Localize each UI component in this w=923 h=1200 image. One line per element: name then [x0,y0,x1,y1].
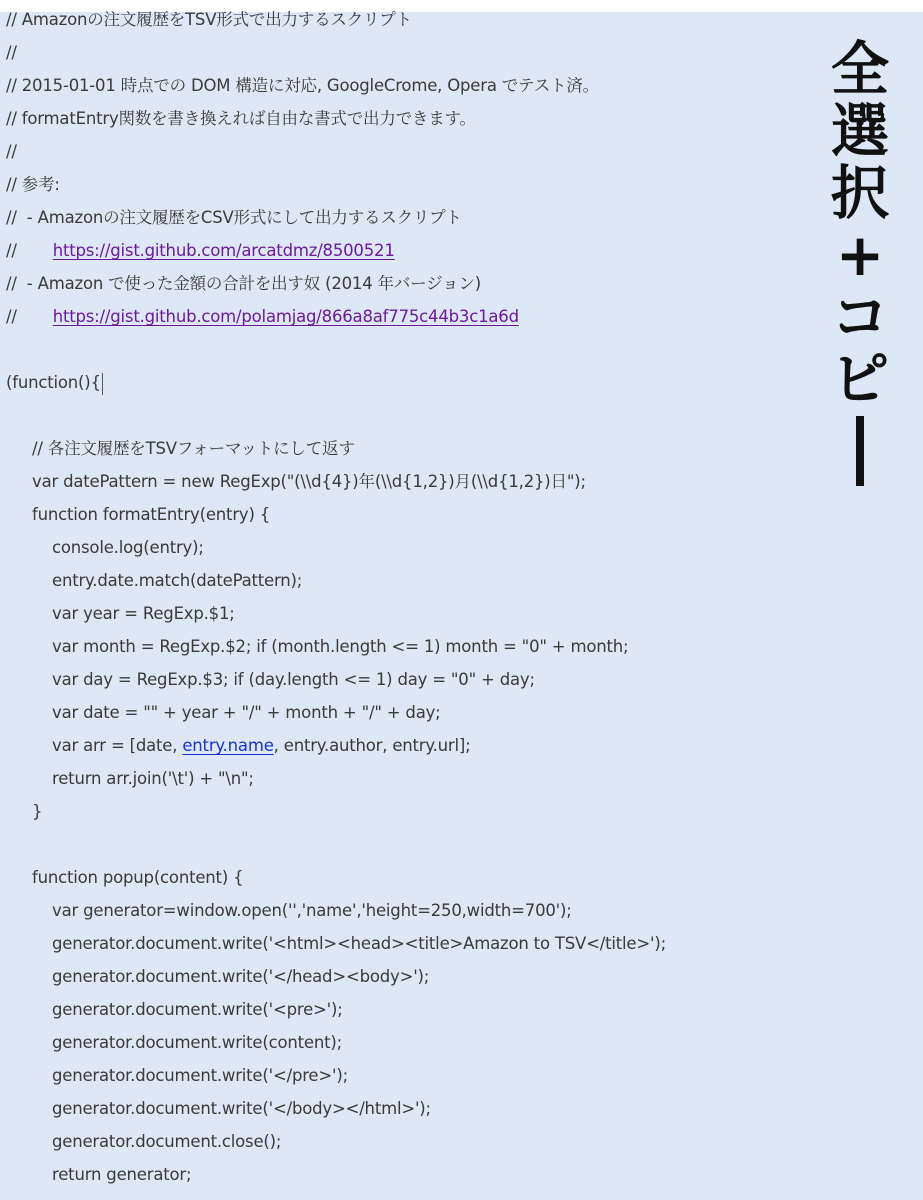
code-line: generator.document.write('</pre>'); [52,1066,348,1085]
code-line: // - Amazon で使った金額の合計を出す奴 (2014 年バージョン) [6,274,481,293]
code-line: entry.date.match(datePattern); [52,571,303,590]
code-line: // [6,142,17,161]
code-line: generator.document.write(content); [52,1033,342,1052]
code-line: var date = "" + year + "/" + month + "/" + day; [52,703,441,722]
code-line: function formatEntry(entry) { [32,505,271,524]
code-line: // 2015-01-01 時点での DOM 構造に対応, GoogleCrome, Opera でテスト済。 [6,76,599,95]
code-line: return generator; [52,1165,192,1184]
code-line: var year = RegExp.$1; [52,604,235,623]
code-line: var month = RegExp.$2; if (month.length <= 1) month = "0" + month; [52,637,629,656]
code-line: generator.document.write('</body></html>'); [52,1099,431,1118]
code-line: // Amazonの注文履歴をTSV形式で出力するスクリプト [6,10,412,29]
code-line: // 各注文履歴をTSVフォーマットにして返す [32,439,355,458]
entry-name-link[interactable]: entry.name [182,736,274,755]
comment-prefix: // [6,307,17,326]
code-line-with-link [6,301,519,333]
code-line-with-link [52,730,470,762]
label-char: 選 [830,97,889,165]
select-all-copy-label [820,35,900,486]
code-line: var datePattern = new RegExp("(\\d{4})年(\\d{1,2})月(\\d{1,2})日"); [32,472,586,491]
code-line: // [6,43,17,62]
gist-link-polamjag[interactable]: https://gist.github.com/polamjag/866a8af775c44b3c1a6d [52,307,519,326]
label-char: ピ [830,345,889,413]
code-text: var arr = [date, [52,736,183,755]
code-line-with-link [6,235,395,267]
code-line: return arr.join('\t') + "\n"; [52,769,254,788]
comment-prefix: // [6,241,17,260]
long-vowel-bar [856,416,864,486]
label-char: コ [830,283,889,351]
code-line: generator.document.write('<pre>'); [52,1000,343,1019]
code-line: generator.document.close(); [52,1132,282,1151]
code-line: function popup(content) { [32,868,244,887]
code-line: generator.document.write('<html><head><title>Amazon to TSV</title>'); [52,934,666,953]
gist-link-arcatdmz[interactable]: https://gist.github.com/arcatdmz/8500521 [52,241,395,260]
code-text: (function(){ [6,373,101,392]
label-char: 択 [830,159,889,227]
code-line: var day = RegExp.$3; if (day.length <= 1) day = "0" + day; [52,670,535,689]
code-line: // formatEntry関数を書き換えれば自由な書式で出力できます。 [6,109,476,128]
code-line: generator.document.write('</head><body>'); [52,967,430,986]
text-caret [102,373,103,395]
code-line: // 参考: [6,175,60,194]
code-line: var generator=window.open('','name','height=250,width=700'); [52,901,572,920]
code-line: // - Amazonの注文履歴をCSV形式にして出力するスクリプト [6,208,462,227]
code-line: } [32,802,43,821]
code-line: console.log(entry); [52,538,204,557]
code-line [6,367,103,399]
label-char: 全 [830,35,889,103]
code-text: , entry.author, entry.url]; [273,736,471,755]
label-char: + [835,221,885,289]
